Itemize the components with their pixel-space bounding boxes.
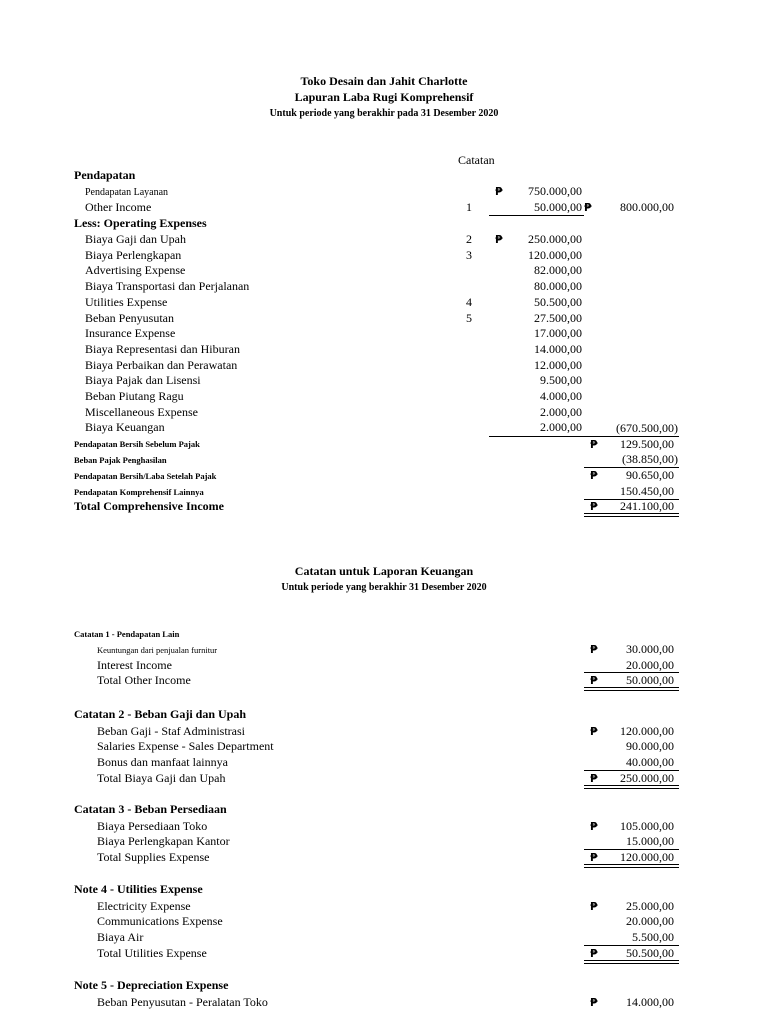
currency-symbol: ₱ bbox=[495, 233, 503, 246]
currency-symbol: ₱ bbox=[590, 500, 598, 513]
note-item-value: 14.000,00 bbox=[626, 995, 674, 1009]
note-item-value: 30.000,00 bbox=[626, 642, 674, 656]
expense-label: Beban Piutang Ragu bbox=[85, 389, 184, 403]
expense-amount: 82.000,00 bbox=[534, 263, 582, 277]
currency-symbol: ₱ bbox=[590, 996, 598, 1009]
expense-amount: 17.000,00 bbox=[534, 326, 582, 340]
note-item-value: 25.000,00 bbox=[626, 899, 674, 913]
expense-label: Biaya Keuangan bbox=[85, 420, 165, 434]
currency-symbol: ₱ bbox=[590, 820, 598, 833]
note-title: Catatan 1 - Pendapatan Lain bbox=[74, 629, 180, 639]
notes-column-header: Catatan bbox=[458, 153, 495, 167]
note-item-label: Bonus dan manfaat lainnya bbox=[97, 755, 228, 769]
note-item-value: 5.500,00 bbox=[632, 930, 674, 944]
note-total-value: 250.000,00 bbox=[620, 771, 674, 785]
expense-label: Miscellaneous Expense bbox=[85, 405, 198, 419]
note-total-value: 120.000,00 bbox=[620, 850, 674, 864]
note-item-label: Keuntungan dari penjualan furnitur bbox=[97, 645, 218, 655]
expenses-total: (670.500,00) bbox=[616, 421, 678, 435]
revenue-label: Pendapatan Layanan bbox=[85, 187, 169, 198]
note-item-label: Biaya Persediaan Toko bbox=[97, 819, 208, 833]
expense-amount: 120.000,00 bbox=[528, 248, 582, 262]
note-item-label: Beban Penyusutan - Peralatan Toko bbox=[97, 995, 268, 1009]
expenses-heading: Less: Operating Expenses bbox=[74, 216, 207, 230]
other-comprehensive-income-label: Pendapatan Komprehensif Lainnya bbox=[74, 487, 204, 497]
expense-label: Utilities Expense bbox=[85, 295, 168, 309]
notes-period: Untuk periode yang berakhir 31 Desember 2020 bbox=[281, 582, 487, 593]
expense-note: 5 bbox=[466, 311, 472, 325]
note-item-label: Communications Expense bbox=[97, 914, 223, 928]
income-tax-value: (38.850,00) bbox=[622, 452, 678, 466]
expense-label: Advertising Expense bbox=[85, 263, 186, 277]
report-title: Lapuran Laba Rugi Komprehensif bbox=[294, 90, 474, 104]
currency-symbol: ₱ bbox=[590, 469, 598, 482]
note-item-value: 120.000,00 bbox=[620, 724, 674, 738]
note-title: Catatan 2 - Beban Gaji dan Upah bbox=[74, 707, 247, 721]
other-income-label: Other Income bbox=[85, 200, 152, 214]
note-item-value: 90.000,00 bbox=[626, 739, 674, 753]
note-total-label: Total Supplies Expense bbox=[97, 850, 210, 864]
expense-label: Beban Penyusutan bbox=[85, 311, 174, 325]
expense-amount: 2.000,00 bbox=[540, 420, 582, 434]
net-income-value: 90.650,00 bbox=[626, 468, 674, 482]
currency-symbol: ₱ bbox=[590, 772, 598, 785]
note-title: Note 5 - Depreciation Expense bbox=[74, 978, 229, 992]
income-before-tax-value: 129.500,00 bbox=[620, 437, 674, 451]
note-item-label: Biaya Perlengkapan Kantor bbox=[97, 834, 230, 848]
total-revenue-amount: 800.000,00 bbox=[620, 200, 674, 214]
expense-label: Biaya Representasi dan Hiburan bbox=[85, 342, 240, 356]
currency-symbol: ₱ bbox=[590, 438, 598, 451]
expense-label: Biaya Pajak dan Lisensi bbox=[85, 373, 201, 387]
note-item-label: Salaries Expense - Sales Department bbox=[97, 739, 274, 753]
revenue-amount: 750.000,00 bbox=[528, 184, 582, 198]
other-income-note: 1 bbox=[466, 200, 472, 214]
expense-amount: 12.000,00 bbox=[534, 358, 582, 372]
currency-symbol: ₱ bbox=[590, 674, 598, 687]
expense-note: 2 bbox=[466, 232, 472, 246]
expense-label: Biaya Gaji dan Upah bbox=[85, 232, 186, 246]
note-item-label: Beban Gaji - Staf Administrasi bbox=[97, 724, 245, 738]
note-item-value: 15.000,00 bbox=[626, 834, 674, 848]
note-item-value: 20.000,00 bbox=[626, 914, 674, 928]
note-total-double-underline bbox=[584, 785, 679, 789]
expense-amount: 14.000,00 bbox=[534, 342, 582, 356]
expense-label: Biaya Perbaikan dan Perawatan bbox=[85, 358, 238, 372]
notes-title: Catatan untuk Laporan Keuangan bbox=[294, 564, 474, 578]
note-item-label: Electricity Expense bbox=[97, 899, 191, 913]
expense-amount: 50.500,00 bbox=[534, 295, 582, 309]
note-total-value: 50.500,00 bbox=[626, 946, 674, 960]
expense-amount: 4.000,00 bbox=[540, 389, 582, 403]
report-period: Untuk periode yang berakhir pada 31 Desember 2020 bbox=[269, 108, 499, 119]
note-item-label: Biaya Air bbox=[97, 930, 144, 944]
note-item-value: 20.000,00 bbox=[626, 658, 674, 672]
expense-label: Biaya Transportasi dan Perjalanan bbox=[85, 279, 250, 293]
expense-amount: 2.000,00 bbox=[540, 405, 582, 419]
expense-amount: 9.500,00 bbox=[540, 373, 582, 387]
other-comprehensive-income-value: 150.450,00 bbox=[620, 484, 674, 498]
note-item-label: Interest Income bbox=[97, 658, 172, 672]
currency-symbol: ₱ bbox=[590, 851, 598, 864]
currency-symbol: ₱ bbox=[584, 201, 592, 214]
expense-amount: 27.500,00 bbox=[534, 311, 582, 325]
expense-note: 4 bbox=[466, 295, 472, 309]
note-total-label: Total Biaya Gaji dan Upah bbox=[97, 771, 226, 785]
currency-symbol: ₱ bbox=[590, 725, 598, 738]
note-total-double-underline bbox=[584, 864, 679, 868]
note-total-double-underline bbox=[584, 687, 679, 691]
net-income-label: Pendapatan Bersih/Laba Setelah Pajak bbox=[74, 471, 217, 481]
expense-amount: 80.000,00 bbox=[534, 279, 582, 293]
note-title: Note 4 - Utilities Expense bbox=[74, 882, 203, 896]
revenue-heading: Pendapatan bbox=[74, 168, 136, 182]
note-title: Catatan 3 - Beban Persediaan bbox=[74, 802, 227, 816]
expenses-underline bbox=[489, 436, 584, 437]
income-before-tax-label: Pendapatan Bersih Sebelum Pajak bbox=[74, 439, 200, 449]
subtotal-line bbox=[489, 215, 584, 216]
company-name: Toko Desain dan Jahit Charlotte bbox=[300, 74, 468, 88]
note-item-value: 40.000,00 bbox=[626, 755, 674, 769]
expense-amount: 250.000,00 bbox=[528, 232, 582, 246]
other-income-amount: 50.000,00 bbox=[534, 200, 582, 214]
note-total-value: 50.000,00 bbox=[626, 673, 674, 687]
note-total-label: Total Other Income bbox=[97, 673, 191, 687]
currency-symbol: ₱ bbox=[495, 185, 503, 198]
currency-symbol: ₱ bbox=[590, 947, 598, 960]
income-tax-label: Beban Pajak Penghasilan bbox=[74, 455, 167, 465]
currency-symbol: ₱ bbox=[590, 900, 598, 913]
note-total-double-underline bbox=[584, 960, 679, 964]
note-total-label: Total Utilities Expense bbox=[97, 946, 207, 960]
grand-total-double-underline bbox=[584, 513, 679, 517]
expense-label: Biaya Perlengkapan bbox=[85, 248, 182, 262]
expense-label: Insurance Expense bbox=[85, 326, 176, 340]
expense-note: 3 bbox=[466, 248, 472, 262]
note-item-value: 105.000,00 bbox=[620, 819, 674, 833]
total-comprehensive-income-label: Total Comprehensive Income bbox=[74, 499, 224, 513]
total-comprehensive-income-value: 241.100,00 bbox=[620, 499, 674, 513]
currency-symbol: ₱ bbox=[590, 643, 598, 656]
